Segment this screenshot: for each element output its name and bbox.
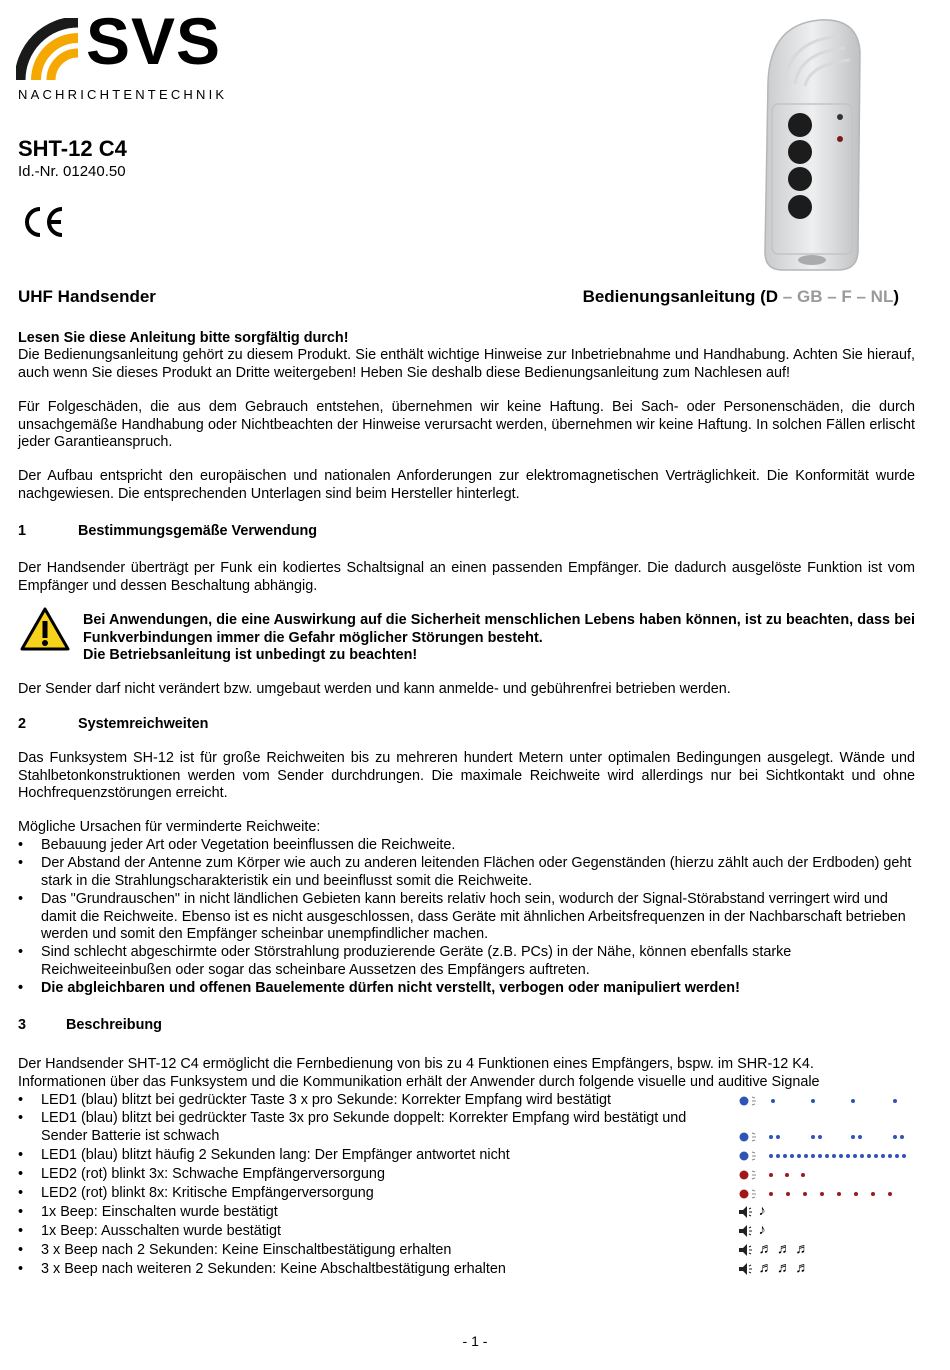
section-1-paragraph: Der Handsender überträgt per Funk ein kodiertes Schaltsignal an einen passenden Empfänger. Die dadurch ausgelöste Funktion ist vom Empfänger und dessen Beschaltung abhängig. [18,560,915,594]
model-title: SHT-12 C4 [18,136,127,161]
led-red-blink-3x-icon [738,1166,918,1184]
speaker-beep-icon: ♪ [738,1203,766,1221]
led-blue-frequent-blink-icon [738,1147,918,1165]
list-item: • Sind schlecht abgeschirmte oder Störstrahlung produzierende Geräte (z.B. PCs) in der Nähe, können ebenfalls starke Reichweiteeinbußen oder sogar das scheinbare Aussetzen des Empfängers auftreten. [18,944,792,978]
product-type: UHF Handsender [18,287,156,306]
speaker-beep-icon: ♪ [738,1222,766,1240]
list-item: • LED2 (rot) blinkt 3x: Schwache Empfängerversorgung [18,1166,385,1182]
section-2-paragraph: Das Funksystem SH-12 ist für große Reichweiten bis zu mehreren hundert Metern unter optimalen Bedingungen ausgelegt. Wände und Stahlbetonkonstruktionen werden vom Sender durchdrungen. Die maximale Reichweite wird allerdings nur bei Sichtkontakt und ohne Hochfrequenzstörungen erreicht. [18,750,915,802]
list-item: • LED1 (blau) blitzt häufig 2 Sekunden lang: Der Empfänger antwortet nicht [18,1147,510,1163]
list-item: • LED1 (blau) blitzt bei gedrückter Taste 3x pro Sekunde doppelt: Korrekter Empfang wird bestätigt und Sender Batterie ist schwach [18,1110,687,1144]
id-number: Id.-Nr. 01240.50 [18,163,126,180]
led-blue-blink-3x-icon [738,1092,918,1110]
language-others[interactable]: – GB – F – NL [778,287,894,306]
ce-mark-icon [20,205,66,244]
logo-subtitle: NACHRICHTENTECHNIK [18,87,228,102]
warning-triangle-icon [19,606,71,652]
list-item: • LED2 (rot) blinkt 8x: Kritische Empfängerversorgung [18,1185,374,1201]
intro-paragraph-3: Der Aufbau entspricht den europäischen und nationalen Anforderungen zur elektromagnetischen Verträglichkeit. Die Konformität wurde nachgewiesen. Die entsprechenden Unterlagen sind beim Hersteller hinterlegt. [18,468,915,502]
logo-arcs-icon [16,18,88,82]
list-item: • LED1 (blau) blitzt bei gedrückter Taste 3 x pro Sekunde: Korrekter Empfang wird bestätigt [18,1092,612,1108]
list-item: • 3 x Beep nach weiteren 2 Sekunden: Keine Abschaltbestätigung erhalten [18,1261,506,1277]
list-item: • 1x Beep: Einschalten wurde bestätigt [18,1204,278,1220]
list-item: • Das "Grundrauschen" in nicht ländlichen Gebieten kann bereits relativ hoch sein, wodurch der Signal-Störabstand verringert wird und damit die Reichweite. Ebenso ist es nicht ausgeschlossen, dass Geräte mit ähnlichen Arbeitsfrequenzen in der Nachbarschaft betrieben werden und somit den Empfänger scheinbar unempfindlicher machen. [18,891,906,943]
list-item: • 1x Beep: Ausschalten wurde bestätigt [18,1223,281,1239]
section-3-paragraph: Der Handsender SHT-12 C4 ermöglicht die Fernbedienung von bis zu 4 Funktionen eines Empfängers, bspw. im SHR-12 K4. Informationen über das Funksystem und die Kommunikation erhält der Anwender durch folgende visuelle und auditive Signale [18,1056,820,1090]
range-causes-intro: Mögliche Ursachen für verminderte Reichweite: [18,819,321,835]
list-item: • 3 x Beep nach 2 Sekunden: Keine Einschaltbestätigung erhalten [18,1242,452,1258]
list-item: • Bebauung jeder Art oder Vegetation beeinflussen die Reichweite. [18,837,456,853]
section-1-note: Der Sender darf nicht verändert bzw. umgebaut werden und kann anmelde- und gebührenfrei betrieben werden. [18,681,731,697]
manual-title: Bedienungsanleitung (D – GB – F – NL) [582,287,899,306]
intro-paragraph-1: Die Bedienungsanleitung gehört zu diesem Produkt. Sie enthält wichtige Hinweise zur Inbetriebnahme und Handhabung. Achten Sie hierauf, auch wenn Sie dieses Produkt an Dritte weitergeben! Heben Sie deshalb diese Bedienungsanleitung zum Nachlesen auf! [18,347,915,381]
list-item: • Die abgleichbaren und offenen Bauelemente dürfen nicht verstellt, verbogen oder manipuliert werden! [18,980,740,996]
language-active[interactable]: D [765,287,779,306]
section-1-heading: 1 Bestimmungsgemäße Verwendung [18,523,318,539]
led-blue-double-blink-icon [738,1128,918,1146]
led-red-blink-8x-icon [738,1185,918,1203]
page-number: - 1 - [462,1333,488,1349]
list-item: • Der Abstand der Antenne zum Körper wie auch zu anderen leitenden Flächen oder Gegenständen (hierzu zählt auch der Erdboden) geht stark in die Strahlungscharakteristik ein und beeinflusst somit die Reichweite. [18,855,912,889]
speaker-triple-beep-icon: ♬ ♬ ♬ [738,1241,810,1259]
remote-control-image [710,12,910,287]
speaker-triple-beep-icon: ♬ ♬ ♬ [738,1260,810,1278]
section-3-heading: 3 Beschreibung [18,1017,162,1033]
safety-warning: Bei Anwendungen, die eine Auswirkung auf die Sicherheit menschlichen Lebens haben können, ist zu beachten, dass bei Funkverbindungen immer die Gefahr möglicher Störungen besteht. Die Betriebsanleitung ist unbedingt zu beachten! [83,612,915,664]
logo-text: SVS [86,4,222,78]
intro-heading: Lesen Sie diese Anleitung bitte sorgfältig durch! [18,330,349,346]
section-2-heading: 2 Systemreichweiten [18,716,209,732]
intro-paragraph-2: Für Folgeschäden, die aus dem Gebrauch entstehen, übernehmen wir keine Haftung. Bei Sach- oder Personenschäden, die durch unsachgemäße Handhabung oder Nichtbeachten der Hinweise verursacht werden, übernehmen wir keine Haftung. In solchen Fällen erlischt jeder Garantieanspruch. [18,399,915,451]
